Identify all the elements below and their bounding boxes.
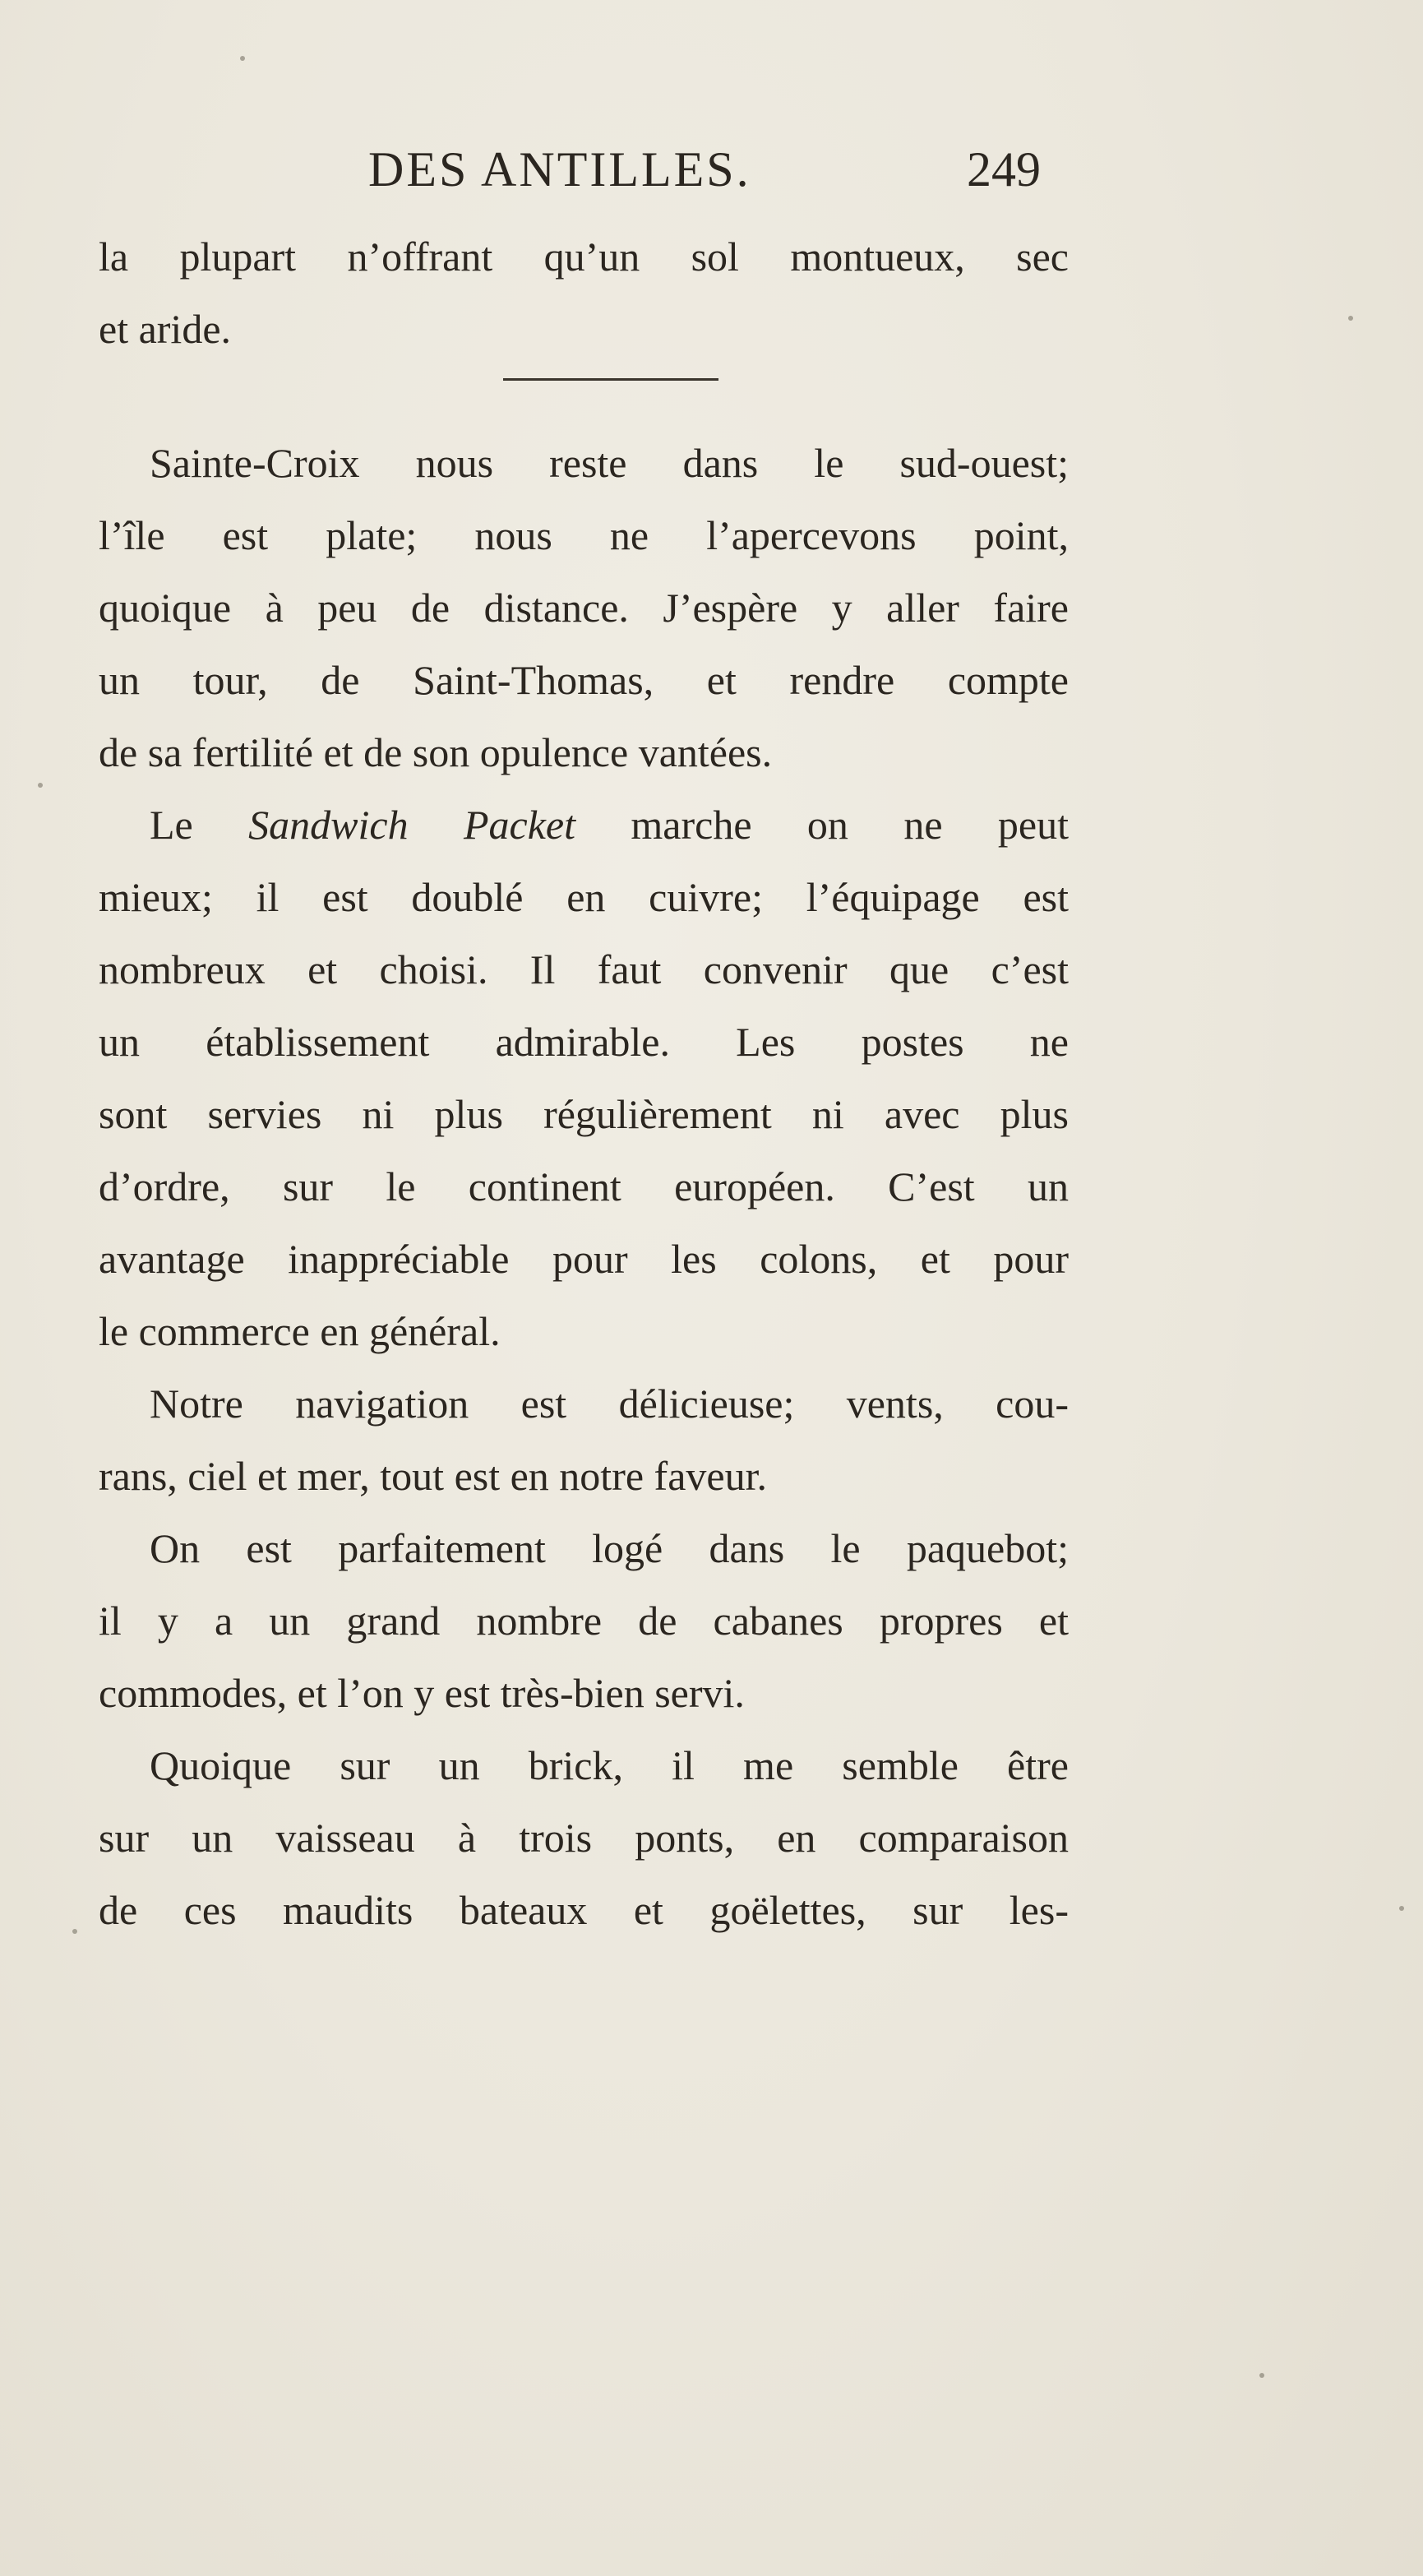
text-line	[99, 789, 1069, 861]
text-line: un tour, de Saint-Thomas, et rendre compte	[99, 657, 1069, 703]
text-run: marche on ne peut	[575, 802, 1069, 848]
running-title: DES ANTILLES.	[368, 142, 751, 197]
section-divider	[503, 378, 718, 381]
text-line: Notre navigation est délicieuse; vents, cou-	[150, 1380, 1069, 1427]
paper-speck	[1259, 2373, 1264, 2378]
paper-speck	[1399, 1906, 1404, 1911]
text-line: de sa fertilité et de son opulence vantées.	[99, 729, 773, 775]
text-line: Quoique sur un brick, il me semble être	[150, 1742, 1069, 1788]
paragraph	[99, 220, 1069, 365]
text-line: commodes, et l’on y est très-bien servi.	[99, 1670, 745, 1716]
text-line: sur un vaisseau à trois ponts, en comparaison	[99, 1815, 1069, 1861]
text-line: Sainte-Croix nous reste dans le sud-ouest;	[150, 440, 1069, 486]
text-line: quoique à peu de distance. J’espère y aller faire	[99, 585, 1069, 631]
paragraph	[99, 1367, 1069, 1512]
text-line: il y a un grand nombre de cabanes propres et	[99, 1598, 1069, 1644]
page-header	[0, 141, 1423, 207]
paragraph	[99, 1512, 1069, 1729]
paragraph	[99, 789, 1069, 1367]
text-line: d’ordre, sur le continent européen. C’est un	[99, 1163, 1069, 1209]
text-line: nombreux et choisi. Il faut convenir que c’est	[99, 946, 1069, 992]
paragraph	[99, 1729, 1069, 1946]
text-line: et aride.	[99, 306, 232, 352]
text-line: On est parfaitement logé dans le paquebot;	[150, 1525, 1069, 1571]
italic-ship-name: Sandwich Packet	[248, 802, 575, 848]
text-line: sont servies ni plus régulièrement ni avec plus	[99, 1091, 1069, 1137]
page-number: 249	[967, 142, 1041, 197]
text-line: rans, ciel et mer, tout est en notre faveur.	[99, 1453, 767, 1499]
paper-speck	[1348, 316, 1353, 321]
text-run: Le	[150, 802, 249, 848]
paper-speck	[72, 1929, 77, 1934]
text-line: l’île est plate; nous ne l’apercevons point,	[99, 512, 1069, 558]
text-line: avantage inappréciable pour les colons, et pour	[99, 1236, 1069, 1282]
text-line: de ces maudits bateaux et goëlettes, sur les-	[99, 1887, 1069, 1933]
text-line: le commerce en général.	[99, 1308, 501, 1354]
text-line: mieux; il est doublé en cuivre; l’équipage est	[99, 874, 1069, 920]
paragraph	[99, 427, 1069, 789]
text-line: un établissement admirable. Les postes ne	[99, 1019, 1069, 1065]
text-line: la plupart n’offrant qu’un sol montueux, sec	[99, 234, 1069, 280]
body-text	[99, 220, 1069, 1946]
paper-speck	[38, 783, 43, 788]
paper-speck	[240, 56, 245, 61]
